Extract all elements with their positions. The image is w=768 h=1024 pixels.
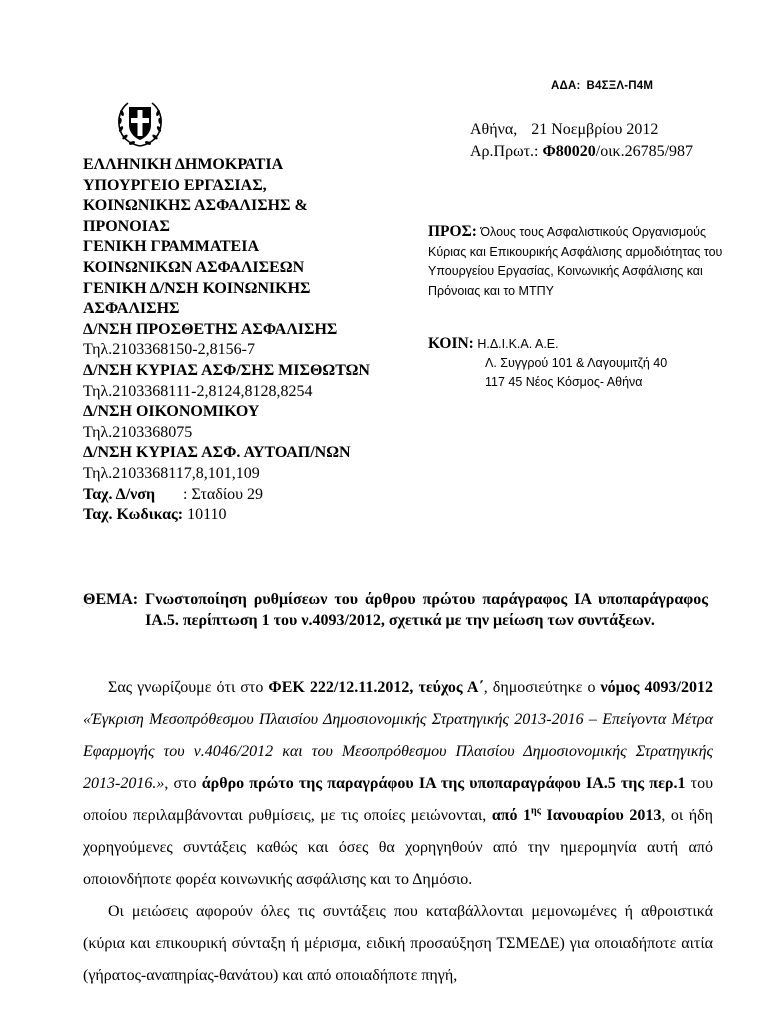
body-text: , στο [164,775,202,792]
sender-header [83,155,423,526]
header-line: Δ/ΝΣΗ ΟΙΚΟΝΟΜΙΚΟΥ [83,403,260,421]
ada-code [551,80,653,92]
header-line: ΕΛΛΗΝΙΚΗ ΔΗΜΟΚΡΑΤΙΑ [83,156,284,173]
body-text-bold: άρθρο πρώτο της παραγράφου ΙΑ της υποπαραγράφου ΙΑ.5 της περ.1 [201,775,686,792]
protocol-number-rest: /οικ.26785/987 [595,143,694,160]
recipients-text: Όλους τους Ασφαλιστικούς Οργανισμούς Κύριας και Επικουρικής Ασφάλισης αρμοδιότητας του Υπουργείου Εργασίας, Κοινωνικής Ασφάλισης και Πρόνοιας και το ΜΤΠΥ [428,225,723,298]
postal-address-value: : Σταδίου 29 [183,485,264,503]
header-line: ΠΡΟΝΟΙΑΣ [83,217,170,235]
phone-line: Τηλ.2103368117,8,101,109 [83,464,260,482]
city: Αθήνα, [470,121,518,138]
cc-address-line: 117 45 Νέος Κόσμος- Αθήνα [485,375,643,389]
document-body [83,672,713,992]
header-line: ΓΕΝΙΚΗ Δ/ΝΣΗ ΚΟΙΝΩΝΙΚΗΣ [83,279,311,297]
subject-text: Γνωστοποίηση ρυθμίσεων του άρθρου πρώτου παράγραφος ΙΑ υποπαράγραφος ΙΑ.5. περίπτωση 1 του ν.4093/2012, σχετικά με την μείωση των συντάξεων. [145,591,708,629]
body-text-italic: «Έγκριση Μεσοπρόθεσμου Πλαισίου Δημοσιονομικής Στρατηγικής 2013-2016 – Επείγοντα Μέτρα Εφαρμογής του ν.4046/2012 και του Μεσοπρόθεσμου Πλαισίου Δημοσιονομικής Στρατηγικής 2013-2016.» [83,711,713,792]
cc-address-line: Λ. Συγγρού 101 & Λαγουμιτζή 40 [485,356,668,370]
header-line: ΚΟΙΝΩΝΙΚΗΣ ΑΣΦΑΛΙΣΗΣ & [83,197,308,215]
body-paragraph [83,672,713,896]
body-text-bold: ΦΕΚ 222/12.11.2012, τεύχος Α΄ [268,679,484,696]
header-line: Δ/ΝΣΗ ΚΥΡΙΑΣ ΑΣΦ/ΣΗΣ ΜΙΣΘΩΤΩΝ [83,361,370,379]
protocol-label: Αρ.Πρωτ.: [470,143,539,160]
subject-label: ΘΕΜΑ: [83,591,139,608]
header-line: ΓΕΝΙΚΗ ΓΡΑΜΜΑΤΕΙΑ [83,238,260,256]
phone-line: Τηλ.2103368111-2,8124,8128,8254 [83,382,313,400]
body-text: του οποίου περιλαμβάνονται ρυθμίσεις, με τις οποίες μειώνονται, [83,775,713,824]
ordinal-superscript: ης [531,805,541,817]
cc-label: ΚΟΙΝ: [428,335,474,352]
postal-code-label: Ταχ. Κωδικας: [83,506,184,524]
header-line: ΥΠΟΥΡΓΕΙΟ ΕΡΓΑΣΙΑΣ, [83,176,267,194]
header-line: ΚΟΙΝΩΝΙΚΩΝ ΑΣΦΑΛΙΣΕΩΝ [83,258,305,276]
ada-label: ΑΔΑ: [551,80,581,92]
body-text-bold: από 1 [491,807,532,824]
recipients-block [428,222,728,301]
subject-block [83,590,708,631]
ada-value: Β4ΣΞΛ-Π4Μ [586,80,654,92]
body-text: , δημοσιεύτηκε ο [483,679,601,696]
body-text-bold: Ιανουαρίου 2013 [540,807,662,824]
header-line: Δ/ΝΣΗ ΚΥΡΙΑΣ ΑΣΦ. ΑΥΤΟΑΠ/ΝΩΝ [83,444,351,462]
header-line: Δ/ΝΣΗ ΠΡΟΣΘΕΤΗΣ ΑΣΦΑΛΙΣΗΣ [83,320,338,338]
document-date: 21 Νοεμβρίου 2012 [531,121,659,138]
body-text-bold: νόμος 4093/2012 [600,679,713,696]
postal-code-value: 10110 [183,506,227,524]
body-paragraph: Οι μειώσεις αφορούν όλες τις συντάξεις που καταβάλλονται μεμονωμένες ή αθροιστικά (κύρια και επικουρική σύνταξη ή μέρισμα, ειδική προσαύξηση ΤΣΜΕΔΕ) για οποιαδήποτε αιτία (γήρατος-αναπηρίας-θανάτου) και από οποιαδήποτε πηγή, [83,903,713,984]
recipients-label: ΠΡΟΣ: [428,223,477,240]
protocol-number-bold: Φ80020 [542,143,596,160]
body-text: Σας γνωρίζουμε ότι στο [108,679,269,696]
cc-org: Η.Δ.Ι.Κ.Α. Α.Ε. [473,337,559,351]
body-text: , οι ήδη χορηγούμενες συντάξεις καθώς και όσες θα χορηγηθούν από την ημερομηνία αυτή από οποιονδήποτε φορέα κοινωνικής ασφάλισης και το Δημόσιο. [83,807,713,888]
cc-block [428,334,728,392]
header-line: ΑΣΦΑΛΙΣΗΣ [83,300,180,318]
postal-address-label: Ταχ. Δ/νση [83,485,156,503]
phone-line: Τηλ.2103368150-2,8156-7 [83,341,255,359]
phone-line: Τηλ.2103368075 [83,423,193,441]
hellenic-emblem-icon [115,99,165,149]
place-and-date [470,119,710,163]
